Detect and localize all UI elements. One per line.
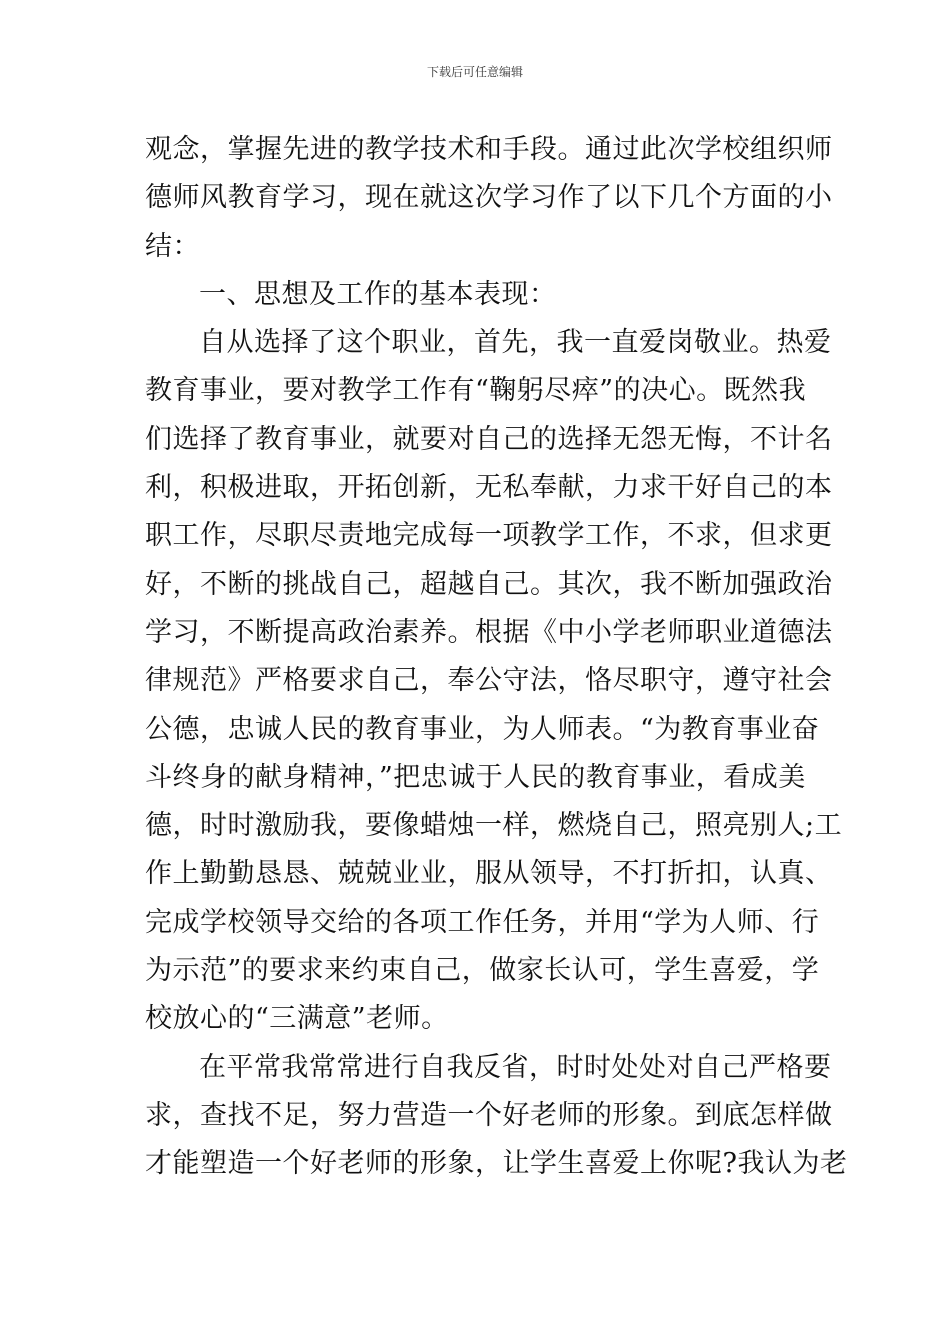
text-line: 为示范”的要求来约束自己，做家长认可，学生喜爱，学 xyxy=(145,955,820,987)
text-line: 利，积极进取，开拓创新，无私奉献，力求干好自己的本 xyxy=(145,472,833,504)
text-line: 公德，忠诚人民的教育事业，为人师表。“为教育事业奋 xyxy=(145,713,820,745)
text-line: 完成学校领导交给的各项工作任务，并用“学为人师、行 xyxy=(145,906,820,938)
text-line: 观念，掌握先进的教学技术和手段。通过此次学校组织师 xyxy=(145,134,833,165)
text-line: 结： xyxy=(145,230,200,262)
document-body xyxy=(145,126,848,1189)
text-line: 律规范》严格要求自己，奉公守法，恪尽职守，遵守社会 xyxy=(145,665,833,697)
text-line: 学习，不断提高政治素养。根据《中小学老师职业道德法 xyxy=(145,616,833,648)
text-line: 自从选择了这个职业，首先，我一直爱岗敬业。热爱 xyxy=(199,327,832,359)
section-heading: 一、思想及工作的基本表现： xyxy=(199,278,557,310)
text-line: 教育事业，要对教学工作有“鞠躬尽瘁”的决心。既然我 xyxy=(145,375,807,407)
text-line: 德师风教育学习，现在就这次学习作了以下几个方面的小 xyxy=(145,182,833,214)
text-line: 职工作，尽职尽责地完成每一项教学工作，不求，但求更 xyxy=(145,520,833,552)
text-line: 在平常我常常进行自我反省，时时处处对自己严格要 xyxy=(199,1051,832,1083)
text-line: 德，时时激励我，要像蜡烛一样，燃烧自己，照亮别人;工 xyxy=(145,810,843,842)
page-header: 下载后可任意编辑 xyxy=(426,65,523,79)
text-line: 好，不断的挑战自己，超越自己。其次，我不断加强政治 xyxy=(145,568,833,600)
text-line: 作上勤勤恳恳、兢兢业业，服从领导，不打折扣，认真、 xyxy=(145,858,833,890)
text-line: 们选择了教育事业，就要对自己的选择无怨无悔，不计名 xyxy=(145,423,833,455)
text-line: 校放心的“三满意”老师。 xyxy=(145,1003,449,1035)
text-line: 斗终身的献身精神，”把忠诚于人民的教育事业，看成美 xyxy=(145,761,806,793)
text-line: 求，查找不足，努力营造一个好老师的形象。到底怎样做 xyxy=(145,1099,833,1131)
text-line: 才能塑造一个好老师的形象，让学生喜爱上你呢?我认为老 xyxy=(145,1148,848,1180)
